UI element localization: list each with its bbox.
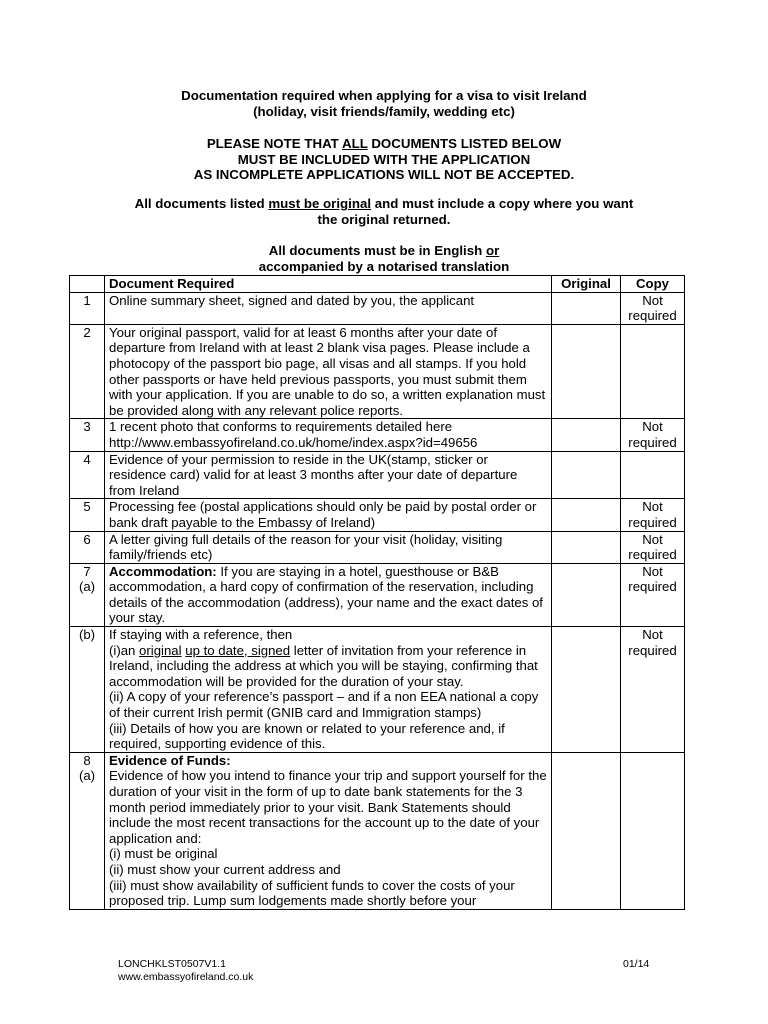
table-row: [70, 752, 685, 909]
table-row: [70, 451, 685, 499]
copy-status: Not required: [621, 531, 685, 563]
row-number: 2: [70, 324, 105, 419]
original-cell: [552, 752, 621, 909]
num-header: [70, 276, 105, 293]
row-description: Online summary sheet, signed and dated by you, the applicant: [105, 292, 552, 324]
notice-line-2: MUST BE INCLUDED WITH THE APPLICATION: [237, 151, 531, 167]
copy-status: Not required: [621, 499, 685, 531]
row-number: 6: [70, 531, 105, 563]
title-line-1: Documentation required when applying for a visa to visit Ireland: [181, 88, 587, 103]
original-line-2: the original returned.: [317, 211, 451, 227]
document-code: LONCHKLST0507V1.1: [118, 958, 226, 970]
original-cell: [552, 627, 621, 753]
row-description: If staying with a reference, then (i)an original up to date, signed letter of invitation from your reference in Ireland, including the address at which you will be staying, confirming that accommodation will be provided for the duration of your stay. (ii) A copy of your reference’s passport – and if a non EEA national a copy of their current Irish permit (GNIB card and Immigration stamps) (iii) Details of how you are known or related to your reference and, if required, supporting evidence of this.: [105, 627, 552, 753]
page-number: 01/14: [623, 958, 650, 970]
copy-status: Not required: [621, 292, 685, 324]
original-cell: [552, 419, 621, 451]
table-row: [70, 292, 685, 324]
table-row: [70, 499, 685, 531]
copy-status: Not required: [621, 627, 685, 753]
original-cell: [552, 324, 621, 419]
table-row: [70, 324, 685, 419]
row-description: Processing fee (postal applications should only be paid by postal order or bank draft payable to the Embassy of Ireland): [105, 499, 552, 531]
row-sub-label: (a): [78, 768, 96, 784]
original-cell: [552, 563, 621, 626]
row-number: 4: [70, 451, 105, 499]
title-line-2: (holiday, visit friends/family, wedding etc): [253, 103, 515, 119]
row-number: 1: [70, 292, 105, 324]
row-description: [105, 419, 552, 451]
row-description: Your original passport, valid for at least 6 months after your date of departure from Ireland with at least 2 blank visa pages. Please include a photocopy of the passport bio page, all visas and all stamps. If you hold other passports or have held previous passports, you must submit them with your application. If you are unable to do so, a written explanation must be provided along with any relevant police reports.: [105, 324, 552, 419]
row-number: 3: [70, 419, 105, 451]
accommodation-heading: Accommodation:: [109, 563, 217, 579]
original-notice: [0, 196, 768, 227]
row-sub-label: (a): [78, 579, 96, 595]
copy-status: Not required: [621, 419, 685, 451]
copy-status: Not required: [621, 563, 685, 626]
row-number: 7 (a): [70, 563, 105, 626]
row-description: Evidence of your permission to reside in the UK(stamp, sticker or residence card) valid for at least 3 months after your date of departure from Ireland: [105, 451, 552, 499]
copy-status: [621, 324, 685, 419]
copy-status: [621, 451, 685, 499]
row-number: 5: [70, 499, 105, 531]
copy-status: [621, 752, 685, 909]
notice-line-1: PLEASE NOTE THAT ALL DOCUMENTS LISTED BELOW: [206, 136, 562, 151]
original-cell: [552, 531, 621, 563]
original-cell: [552, 292, 621, 324]
document-required-header: Document Required: [105, 276, 552, 293]
copy-header: Copy: [621, 276, 685, 293]
original-header: Original: [552, 276, 621, 293]
documents-table: [69, 275, 685, 910]
row-description: Evidence of Funds: Evidence of how you intend to finance your trip and support yourself for the duration of your visit in the form of up to date bank statements for the 3 month period immediately prior to your visit. Bank Statements should include the most recent transactions for the account up to the date of your application and: (i) must be original (ii) must show your current address and (iii) must show availability of sufficient funds to cover the costs of your proposed trip. Lump sum lodgements made shortly before your: [105, 752, 552, 909]
original-line-1: All documents listed must be original and must include a copy where you want: [134, 196, 634, 211]
photo-requirements-link[interactable]: http://www.embassyofireland.co.uk/home/index.aspx?id=49656: [109, 434, 478, 450]
original-cell: [552, 499, 621, 531]
incomplete-notice: [0, 136, 768, 183]
table-row: [70, 531, 685, 563]
row-number: (b): [70, 627, 105, 753]
row-description: A letter giving full details of the reason for your visit (holiday, visiting family/friends etc): [105, 531, 552, 563]
document-title: [0, 88, 768, 119]
table-row: [70, 419, 685, 451]
photo-requirement-text: 1 recent photo that conforms to requirements detailed here: [109, 419, 453, 435]
funds-heading: Evidence of Funds:: [109, 752, 231, 768]
notice-line-3: AS INCOMPLETE APPLICATIONS WILL NOT BE ACCEPTED.: [193, 167, 575, 182]
english-notice: [0, 243, 768, 274]
table-row: [70, 563, 685, 626]
english-line-1: All documents must be in English or: [268, 243, 500, 258]
table-row: [70, 627, 685, 753]
table-header-row: [70, 276, 685, 293]
embassy-website[interactable]: www.embassyofireland.co.uk: [118, 970, 254, 983]
original-cell: [552, 451, 621, 499]
row-description: Accommodation: If you are staying in a hotel, guesthouse or B&B accommodation, a hard copy of confirmation of the reservation, including details of the accommodation (address), your name and the exact dates of your stay.: [105, 563, 552, 626]
english-line-2: accompanied by a notarised translation: [258, 258, 510, 274]
row-number: 8 (a): [70, 752, 105, 909]
footer-left: [118, 958, 253, 983]
